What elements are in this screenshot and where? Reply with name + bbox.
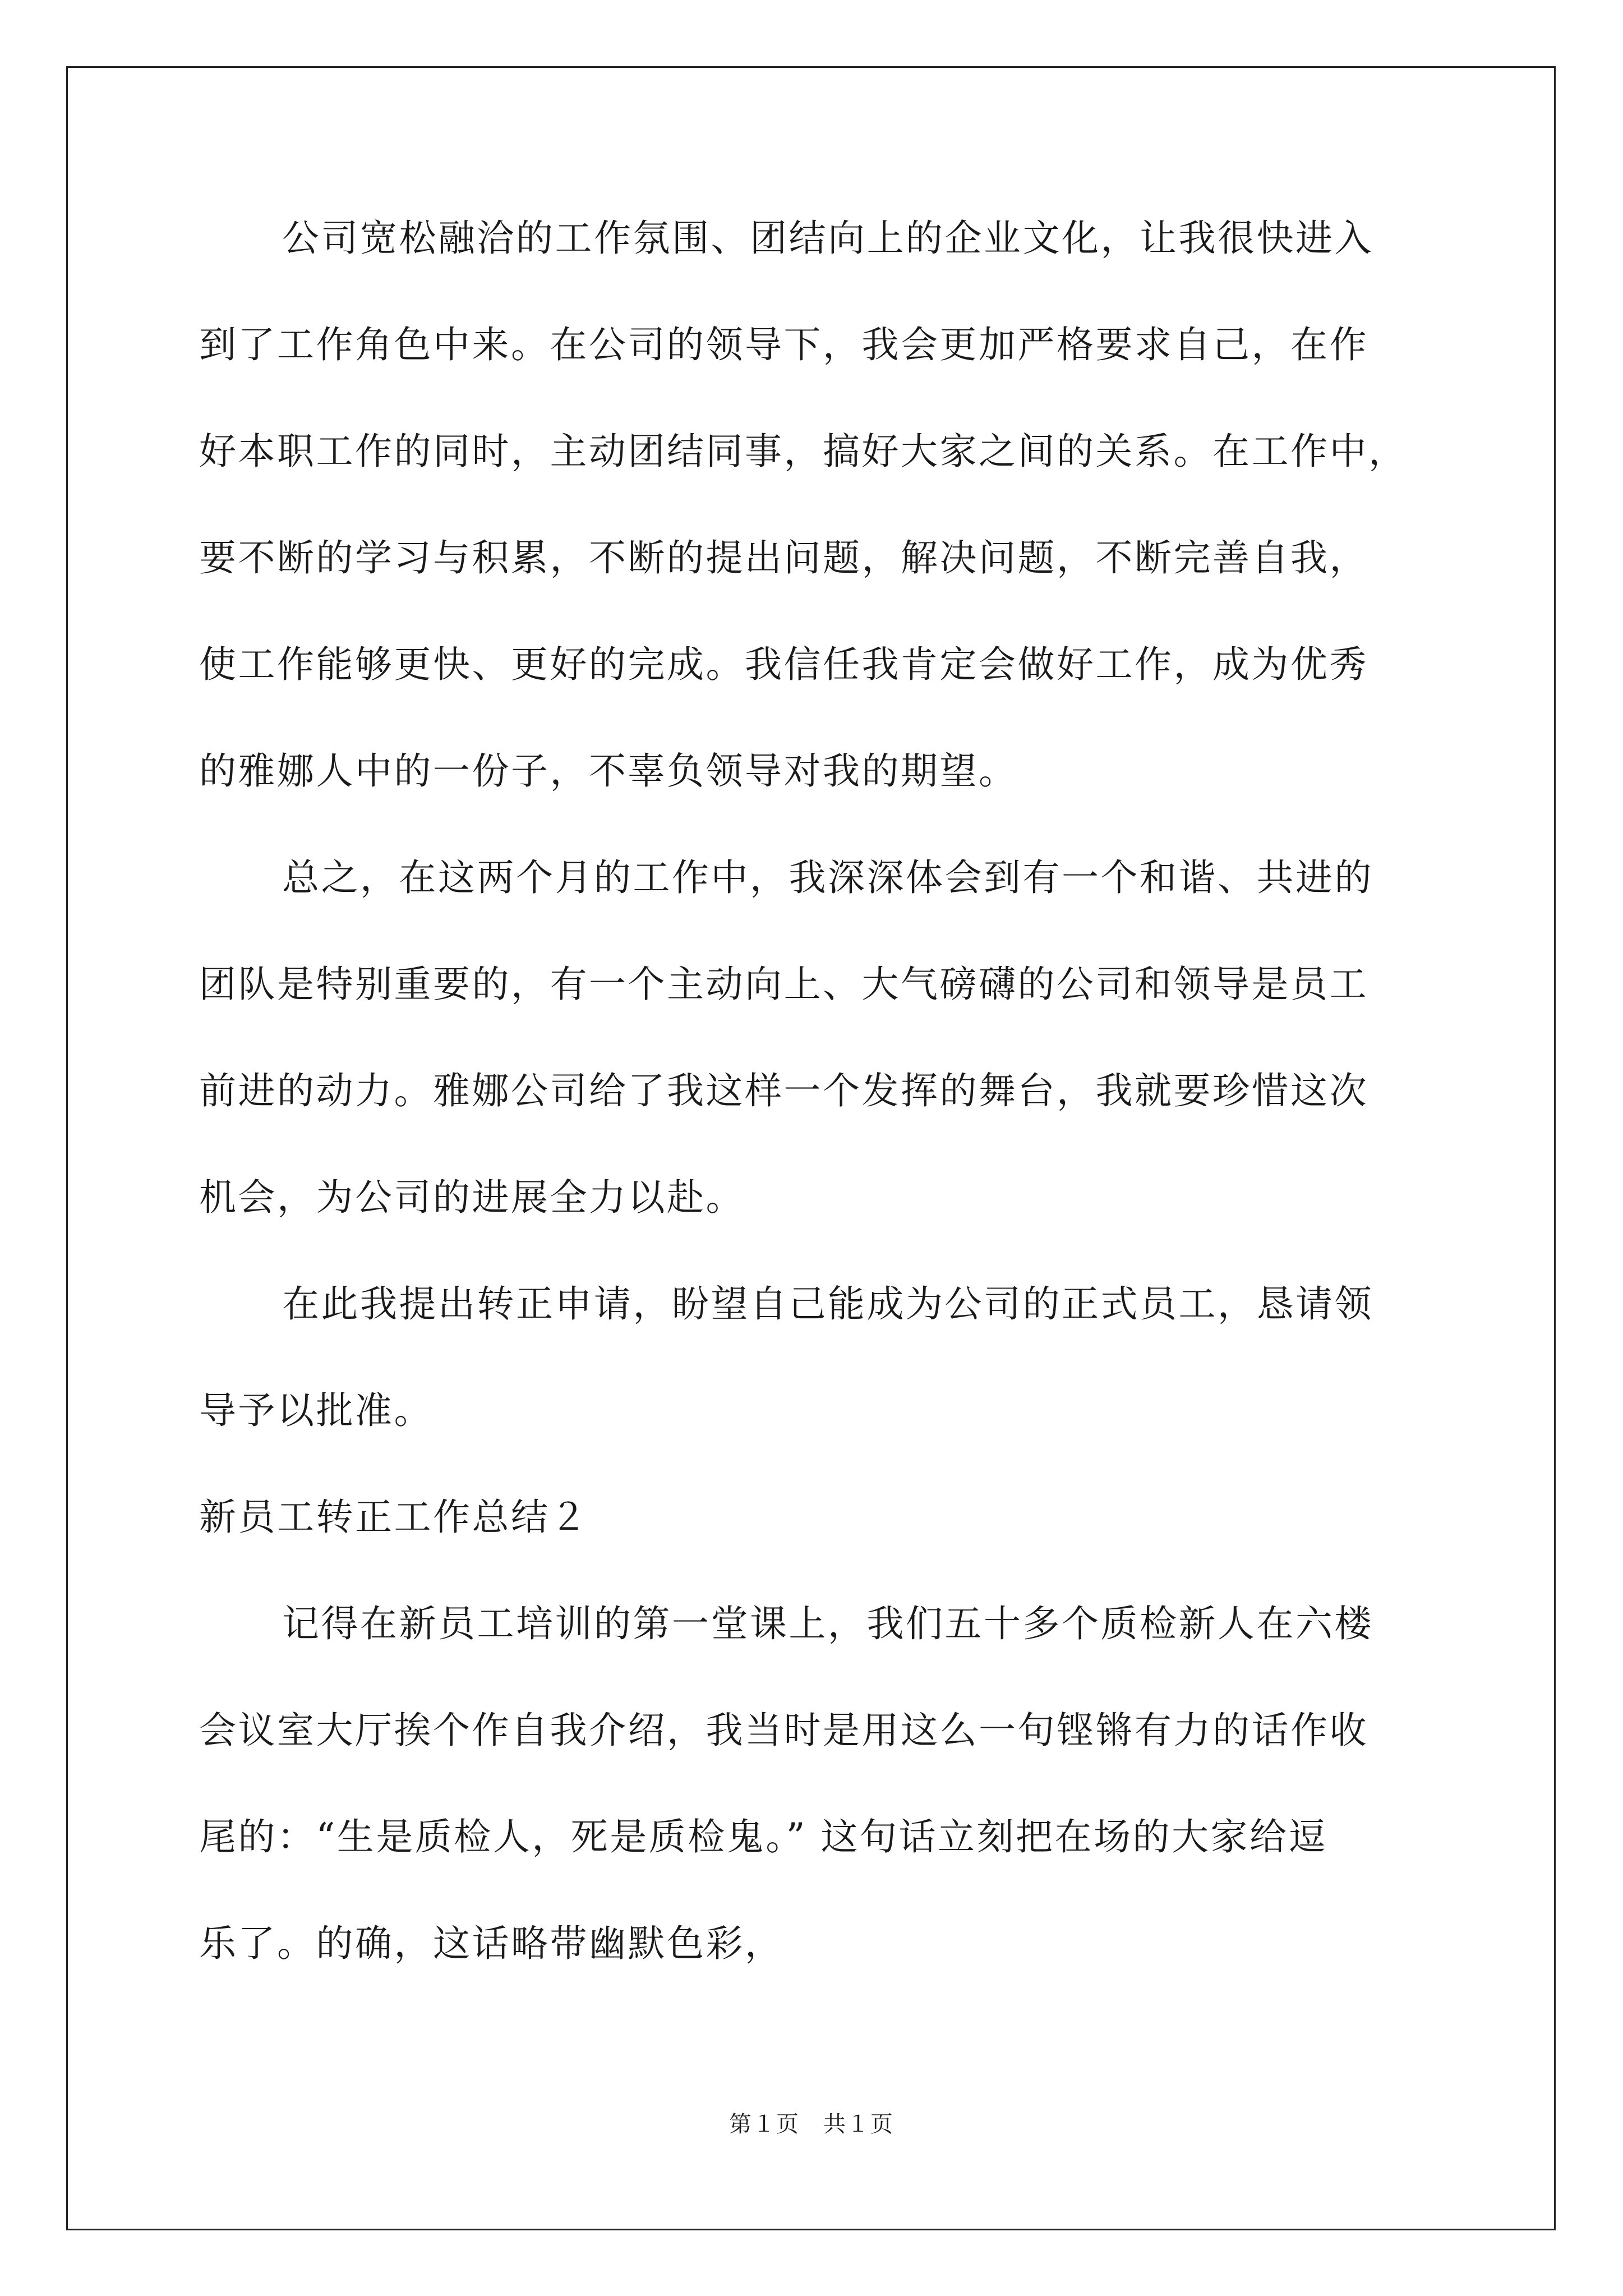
page-border [66, 66, 1556, 2230]
paragraph-4-line-3: 尾的：“生是质检人，死是质检鬼。” 这句话立刻把在场的大家给逗 [199, 1815, 1327, 1858]
paragraph-1-line-2: 到了工作角色中来。在公司的领导下，我会更加严格要求自己，在作 [199, 323, 1368, 366]
paragraph-1-line-1: 公司宽松融洽的工作氛围、团结向上的企业文化，让我很快进入 [282, 217, 1373, 260]
paragraph-2-line-3: 前进的动力。雅娜公司给了我这样一个发挥的舞台，我就要珍惜这次 [199, 1069, 1368, 1112]
paragraph-1-line-4: 要不断的学习与积累，不断的提出问题，解决问题，不断完善自我， [199, 536, 1368, 579]
paragraph-3-line-2: 导予以批准。 [199, 1389, 433, 1432]
paragraph-2-line-2: 团队是特别重要的，有一个主动向上、大气磅礴的公司和领导是员工 [199, 963, 1368, 1006]
paragraph-3-line-1: 在此我提出转正申请，盼望自己能成为公司的正式员工，恳请领 [282, 1282, 1373, 1326]
paragraph-2-line-1: 总之，在这两个月的工作中，我深深体会到有一个和谐、共进的 [282, 856, 1373, 899]
paragraph-1-line-3: 好本职工作的同时，主动团结同事，搞好大家之间的关系。在工作中， [199, 430, 1408, 473]
page-number-footer: 第１页 共１页 [729, 2111, 894, 2137]
section-heading: 新员工转正工作总结２ [199, 1496, 589, 1539]
paragraph-1-line-6: 的雅娜人中的一份子，不辜负领导对我的期望。 [199, 749, 1018, 793]
paragraph-4-line-4: 乐了。的确，这话略带幽默色彩， [199, 1922, 784, 1965]
paragraph-4-line-2: 会议室大厅挨个作自我介绍，我当时是用这么一句铿锵有力的话作收 [199, 1709, 1368, 1752]
paragraph-4-line-1: 记得在新员工培训的第一堂课上，我们五十多个质检新人在六楼 [282, 1602, 1373, 1645]
paragraph-1-line-5: 使工作能够更快、更好的完成。我信任我肯定会做好工作，成为优秀 [199, 643, 1368, 686]
paragraph-2-line-4: 机会，为公司的进展全力以赴。 [199, 1176, 745, 1219]
